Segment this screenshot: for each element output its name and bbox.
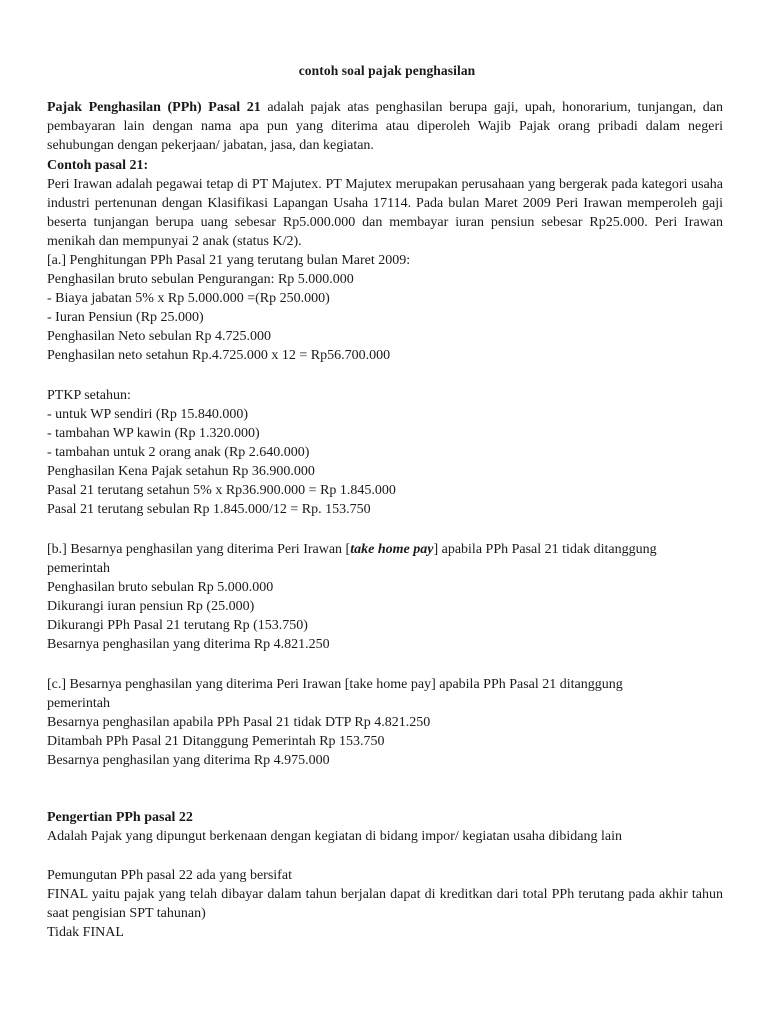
section-b-intro-cont: pemerintah [47,561,110,576]
ptkp-line: PTKP setahun: [47,388,131,403]
pph21-definition-text: adalah pajak atas penghasilan berupa gaji, upah, honorarium, tunjangan, dan pembayaran lain dengan nama apa pun yang diterima atau diperoleh Wajib Pajak orang pribadi dalam negeri sehubungan dengan pekerjaan/ jabatan, jasa, dan kegiatan. [47,100,723,153]
ptkp-line: - tambahan WP kawin (Rp 1.320.000) [47,426,260,441]
ptkp-line: Penghasilan Kena Pajak setahun Rp 36.900.000 [47,464,315,479]
section-c-line: Besarnya penghasilan apabila PPh Pasal 21 tidak DTP Rp 4.821.250 [47,715,431,730]
section-a-line: - Biaya jabatan 5% x Rp 5.000.000 =(Rp 250.000) [47,291,330,306]
section-b-intro-end: ] apabila PPh Pasal 21 tidak ditanggung [433,542,657,557]
document-title: contoh soal pajak penghasilan [298,63,476,78]
ptkp-line: Pasal 21 terutang sebulan Rp 1.845.000/12 = Rp. 153.750 [47,502,371,517]
section-b-line: Penghasilan bruto sebulan Rp 5.000.000 [47,580,274,595]
take-home-pay-emphasis: take home pay [350,542,434,557]
ptkp-line: Pasal 21 terutang setahun 5% x Rp36.900.000 = Rp 1.845.000 [47,483,396,498]
section-b-line: Dikurangi iuran pensiun Rp (25.000) [47,599,255,614]
ptkp-line: - untuk WP sendiri (Rp 15.840.000) [47,407,249,422]
pph22-definition: Adalah Pajak yang dipungut berkenaan dengan kegiatan di bidang impor/ kegiatan usaha dibidang lain [47,829,622,844]
section-b-intro-start: [b.] Besarnya penghasilan yang diterima Peri Irawan [ [47,542,351,557]
section-a-line: [a.] Penghitungan PPh Pasal 21 yang terutang bulan Maret 2009: [47,253,411,268]
section-a-line: Penghasilan neto setahun Rp.4.725.000 x 12 = Rp56.700.000 [47,348,391,363]
pph21-term: Pajak Penghasilan (PPh) Pasal 21 [47,100,261,115]
section-a-line: - Iuran Pensiun (Rp 25.000) [47,310,204,325]
section-a-line: Penghasilan Neto sebulan Rp 4.725.000 [47,329,271,344]
section-c-line: Besarnya penghasilan yang diterima Rp 4.975.000 [47,753,330,768]
pph21-definition [47,98,723,155]
section-b-intro [47,540,657,559]
section-b-line: Besarnya penghasilan yang diterima Rp 4.821.250 [47,637,330,652]
section-b-line: Dikurangi PPh Pasal 21 terutang Rp (153.750) [47,618,308,633]
ptkp-line: - tambahan untuk 2 orang anak (Rp 2.640.000) [47,445,310,460]
section-c-intro-cont: pemerintah [47,696,110,711]
pph22-not-final: Tidak FINAL [47,925,124,940]
pph22-collection-intro: Pemungutan PPh pasal 22 ada yang bersifat [47,868,292,883]
pph22-final-text: FINAL yaitu pajak yang telah dibayar dalam tahun berjalan dapat di kreditkan dari total PPh terutang pada akhir tahun saat pengisian SPT tahunan) [47,887,723,921]
example-text: Peri Irawan adalah pegawai tetap di PT Majutex. PT Majutex merupakan perusahaan yang bergerak pada kategori usaha industri pertenunan dengan Klasifikasi Lapangan Usaha 17114. Pada bulan Maret 2009 Peri Irawan memperoleh gaji beserta tunjangan berupa uang sebesar Rp5.000.000 dan membayar iuran pensiun sebesar Rp25.000. Peri Irawan menikah dan mempunyai 2 anak (status K/2). [47,177,723,249]
section-c-intro: [c.] Besarnya penghasilan yang diterima Peri Irawan [take home pay] apabila PPh Pasal 21 ditanggung [47,677,623,692]
section-c-line: Ditambah PPh Pasal 21 Ditanggung Pemerintah Rp 153.750 [47,734,385,749]
section-a-line: Penghasilan bruto sebulan Pengurangan: Rp 5.000.000 [47,272,354,287]
example-heading: Contoh pasal 21: [47,158,149,173]
pph22-heading: Pengertian PPh pasal 22 [47,810,193,825]
